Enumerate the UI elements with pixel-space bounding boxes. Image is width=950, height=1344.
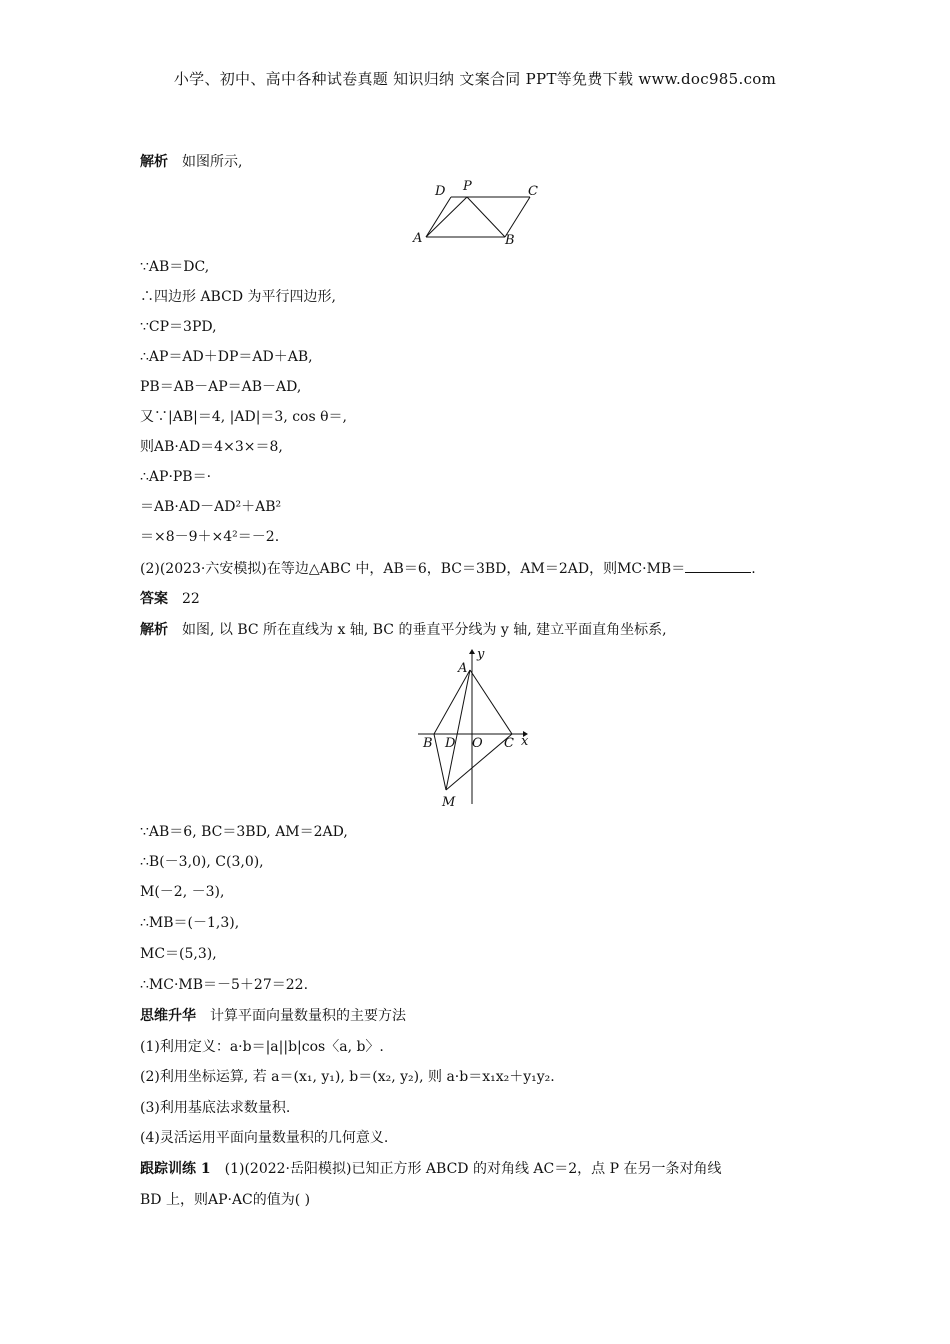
segment-pb	[467, 197, 505, 237]
summary-title-text: 计算平面向量数量积的主要方法	[210, 1008, 406, 1024]
solution-line: 则AB·AD＝4×3×＝8,	[140, 439, 283, 455]
page-header: 小学、初中、高中各种试卷真题 知识归纳 文案合同 PPT等免费下载 www.doc985.com	[173, 70, 777, 88]
segment-ap	[426, 197, 467, 237]
label-p: P	[463, 179, 472, 194]
answer-label: 答案	[140, 591, 168, 607]
summary-label: 思维升华	[140, 1008, 196, 1024]
label-o: O	[472, 736, 483, 751]
summary-item: (3)利用基底法求数量积.	[140, 1100, 291, 1116]
question-2-text: (2)(2023·六安模拟)在等边△ABC 中，AB＝6，BC＝3BD，AM＝2AD，则MC·MB＝	[140, 561, 686, 577]
training-line-2: BD 上，则AP·AC的值为( )	[140, 1192, 311, 1208]
coordinate-figure	[408, 646, 538, 816]
analysis-2-label: 解析	[140, 622, 168, 638]
answer-value: 22	[182, 591, 200, 607]
analysis-2-text: 如图, 以 BC 所在直线为 x 轴, BC 的垂直平分线为 y 轴, 建立平面直角坐标系,	[182, 622, 667, 638]
label-d: D	[435, 184, 446, 199]
solution-line: 又∵|AB|＝4, |AD|＝3, cos θ＝,	[140, 409, 347, 425]
solution-2-line: ∴MB＝(－1,3),	[140, 915, 240, 931]
segment-am	[446, 670, 470, 790]
label-b: B	[505, 233, 515, 248]
label-y: y	[477, 647, 485, 662]
question-2	[140, 558, 756, 579]
analysis-intro-text: 如图所示,	[182, 154, 243, 170]
solution-line: ＝×8－9＋×4²＝－2.	[140, 529, 280, 545]
solution-line: ∵CP＝3PD,	[140, 319, 217, 335]
solution-line: ∵AB＝DC,	[140, 259, 210, 275]
solution-line: ∴四边形 ABCD 为平行四边形,	[140, 289, 336, 305]
summary-item: (1)利用定义：a·b＝|a||b|cos〈a, b〉.	[140, 1039, 384, 1055]
label-c: C	[504, 736, 514, 751]
analysis-label: 解析	[140, 154, 168, 170]
solution-line: PB＝AB－AP＝AB－AD,	[140, 379, 302, 395]
label-c: C	[528, 184, 538, 199]
edge-bc	[505, 197, 530, 237]
label-b: B	[423, 736, 433, 751]
answer-blank	[685, 558, 751, 573]
solution-2-line: M(－2, －3),	[140, 884, 225, 900]
answer-line	[140, 589, 200, 609]
edge-ad	[426, 197, 451, 237]
training-text-1: (1)(2022·岳阳模拟)已知正方形 ABCD 的对角线 AC＝2，点 P 在另一条对角线	[224, 1161, 722, 1177]
label-d: D	[445, 736, 456, 751]
summary-title	[140, 1006, 406, 1026]
y-axis-arrow-icon	[469, 649, 475, 654]
label-x: x	[521, 734, 529, 749]
segment-ab	[434, 670, 470, 734]
label-a: A	[413, 231, 423, 246]
parallelogram-figure	[405, 178, 555, 248]
training-line-1	[140, 1159, 721, 1179]
solution-line: ∴AP＝AD＋DP＝AD＋AB,	[140, 349, 313, 365]
solution-line: ＝AB·AD－AD²＋AB²	[140, 499, 282, 515]
analysis-intro	[140, 152, 242, 172]
label-a: A	[458, 661, 468, 676]
solution-line: ∴AP·PB＝·	[140, 469, 212, 485]
solution-2-line: ∵AB＝6, BC＝3BD, AM＝2AD,	[140, 824, 348, 840]
training-label: 跟踪训练 1	[140, 1161, 211, 1177]
summary-item: (2)利用坐标运算, 若 a＝(x₁, y₁), b＝(x₂, y₂), 则 a·b＝x₁x₂＋y₁y₂.	[140, 1069, 555, 1085]
summary-item: (4)灵活运用平面向量数量积的几何意义.	[140, 1130, 389, 1146]
solution-2-line: MC＝(5,3),	[140, 946, 217, 962]
solution-2-line: ∴MC·MB＝－5＋27＝22.	[140, 977, 309, 993]
solution-2-line: ∴B(－3,0), C(3,0),	[140, 854, 264, 870]
question-2-end: .	[751, 561, 756, 577]
analysis-2-intro	[140, 620, 667, 640]
segment-ac	[470, 670, 512, 734]
label-m: M	[442, 795, 456, 810]
